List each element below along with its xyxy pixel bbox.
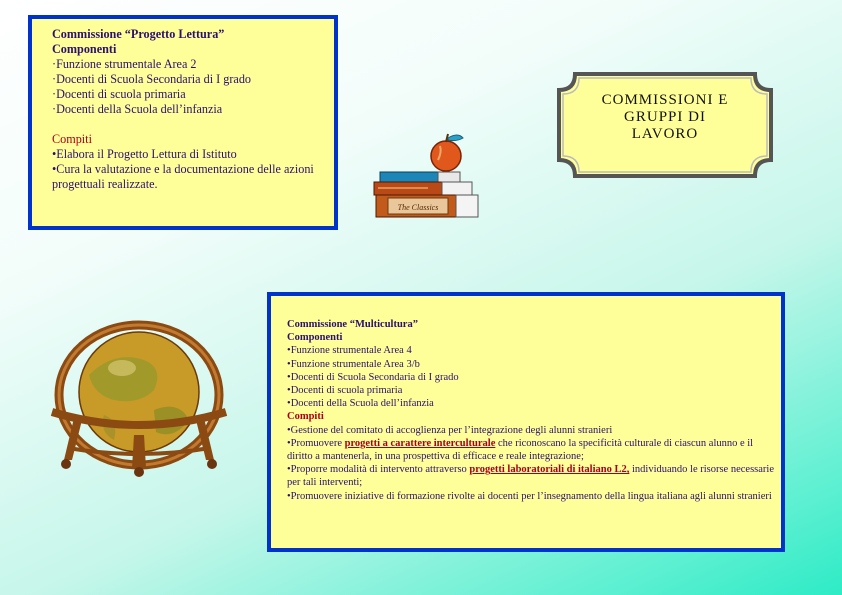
plaque-line-1: COMMISSIONI E [601, 92, 729, 108]
lettura-title: Commissione “Progetto Lettura” [52, 27, 225, 41]
list-item: •Proporre modalità di intervento attraverso progetti laboratoriali di italiano L2, individuando le risorse necessarie per tali interventi; [287, 464, 774, 489]
plaque-line-3: LAVORO [631, 126, 699, 142]
multi-componenti-heading: Componenti [287, 332, 343, 344]
list-item: •Docenti di Scuola Secondaria di I grado [287, 371, 459, 383]
multi-title: Commissione “Multicultura” [287, 319, 418, 330]
list-item: •Cura la valutazione e la documentazione delle azioni progettuali realizzate. [52, 162, 314, 191]
list-item: •Promuovere iniziative di formazione rivolte ai docenti per l’insegnamento della lingua italiana agli alunni stranieri [287, 490, 772, 502]
list-item: •Gestione del comitato di accoglienza per l’integrazione degli alunni stranieri [287, 424, 613, 436]
commissioni-plaque [555, 70, 775, 180]
progetto-lettura-box [28, 15, 338, 230]
list-item: •Promuovere progetti a carattere interculturale che riconoscano la specificità culturale di ciascun alunno e il diritto a mantenerla, in una prospettiva di efficace e reale integrazione; [287, 437, 754, 463]
list-item: •Docenti di scuola primaria [287, 385, 403, 397]
italian-l2-link: progetti laboratoriali di italiano L2, [469, 464, 630, 476]
list-item: •Elabora il Progetto Lettura di Istituto [52, 147, 237, 161]
multi-compiti-heading: Compiti [287, 411, 324, 423]
books-apple-image [368, 132, 486, 222]
multicultura-box [267, 292, 785, 552]
list-item: ·Funzione strumentale Area 2 [52, 57, 197, 71]
list-item: •Docenti della Scuola dell’infanzia [287, 398, 434, 410]
list-item: ·Docenti della Scuola dell’infanzia [52, 102, 223, 116]
lettura-compiti-heading: Compiti [52, 132, 92, 146]
plaque-line-2: GRUPPI DI [624, 109, 706, 125]
list-item: ·Docenti di Scuola Secondaria di I grado [52, 72, 252, 86]
intercultural-projects-link: progetti a carattere interculturale [344, 437, 496, 449]
globe-image [44, 320, 234, 482]
list-item: •Funzione strumentale Area 4 [287, 345, 412, 357]
lettura-componenti-heading: Componenti [52, 42, 117, 56]
list-item: •Funzione strumentale Area 3/b [287, 358, 420, 370]
books-label: The Classics [397, 203, 439, 212]
list-item: ·Docenti di scuola primaria [52, 87, 186, 101]
